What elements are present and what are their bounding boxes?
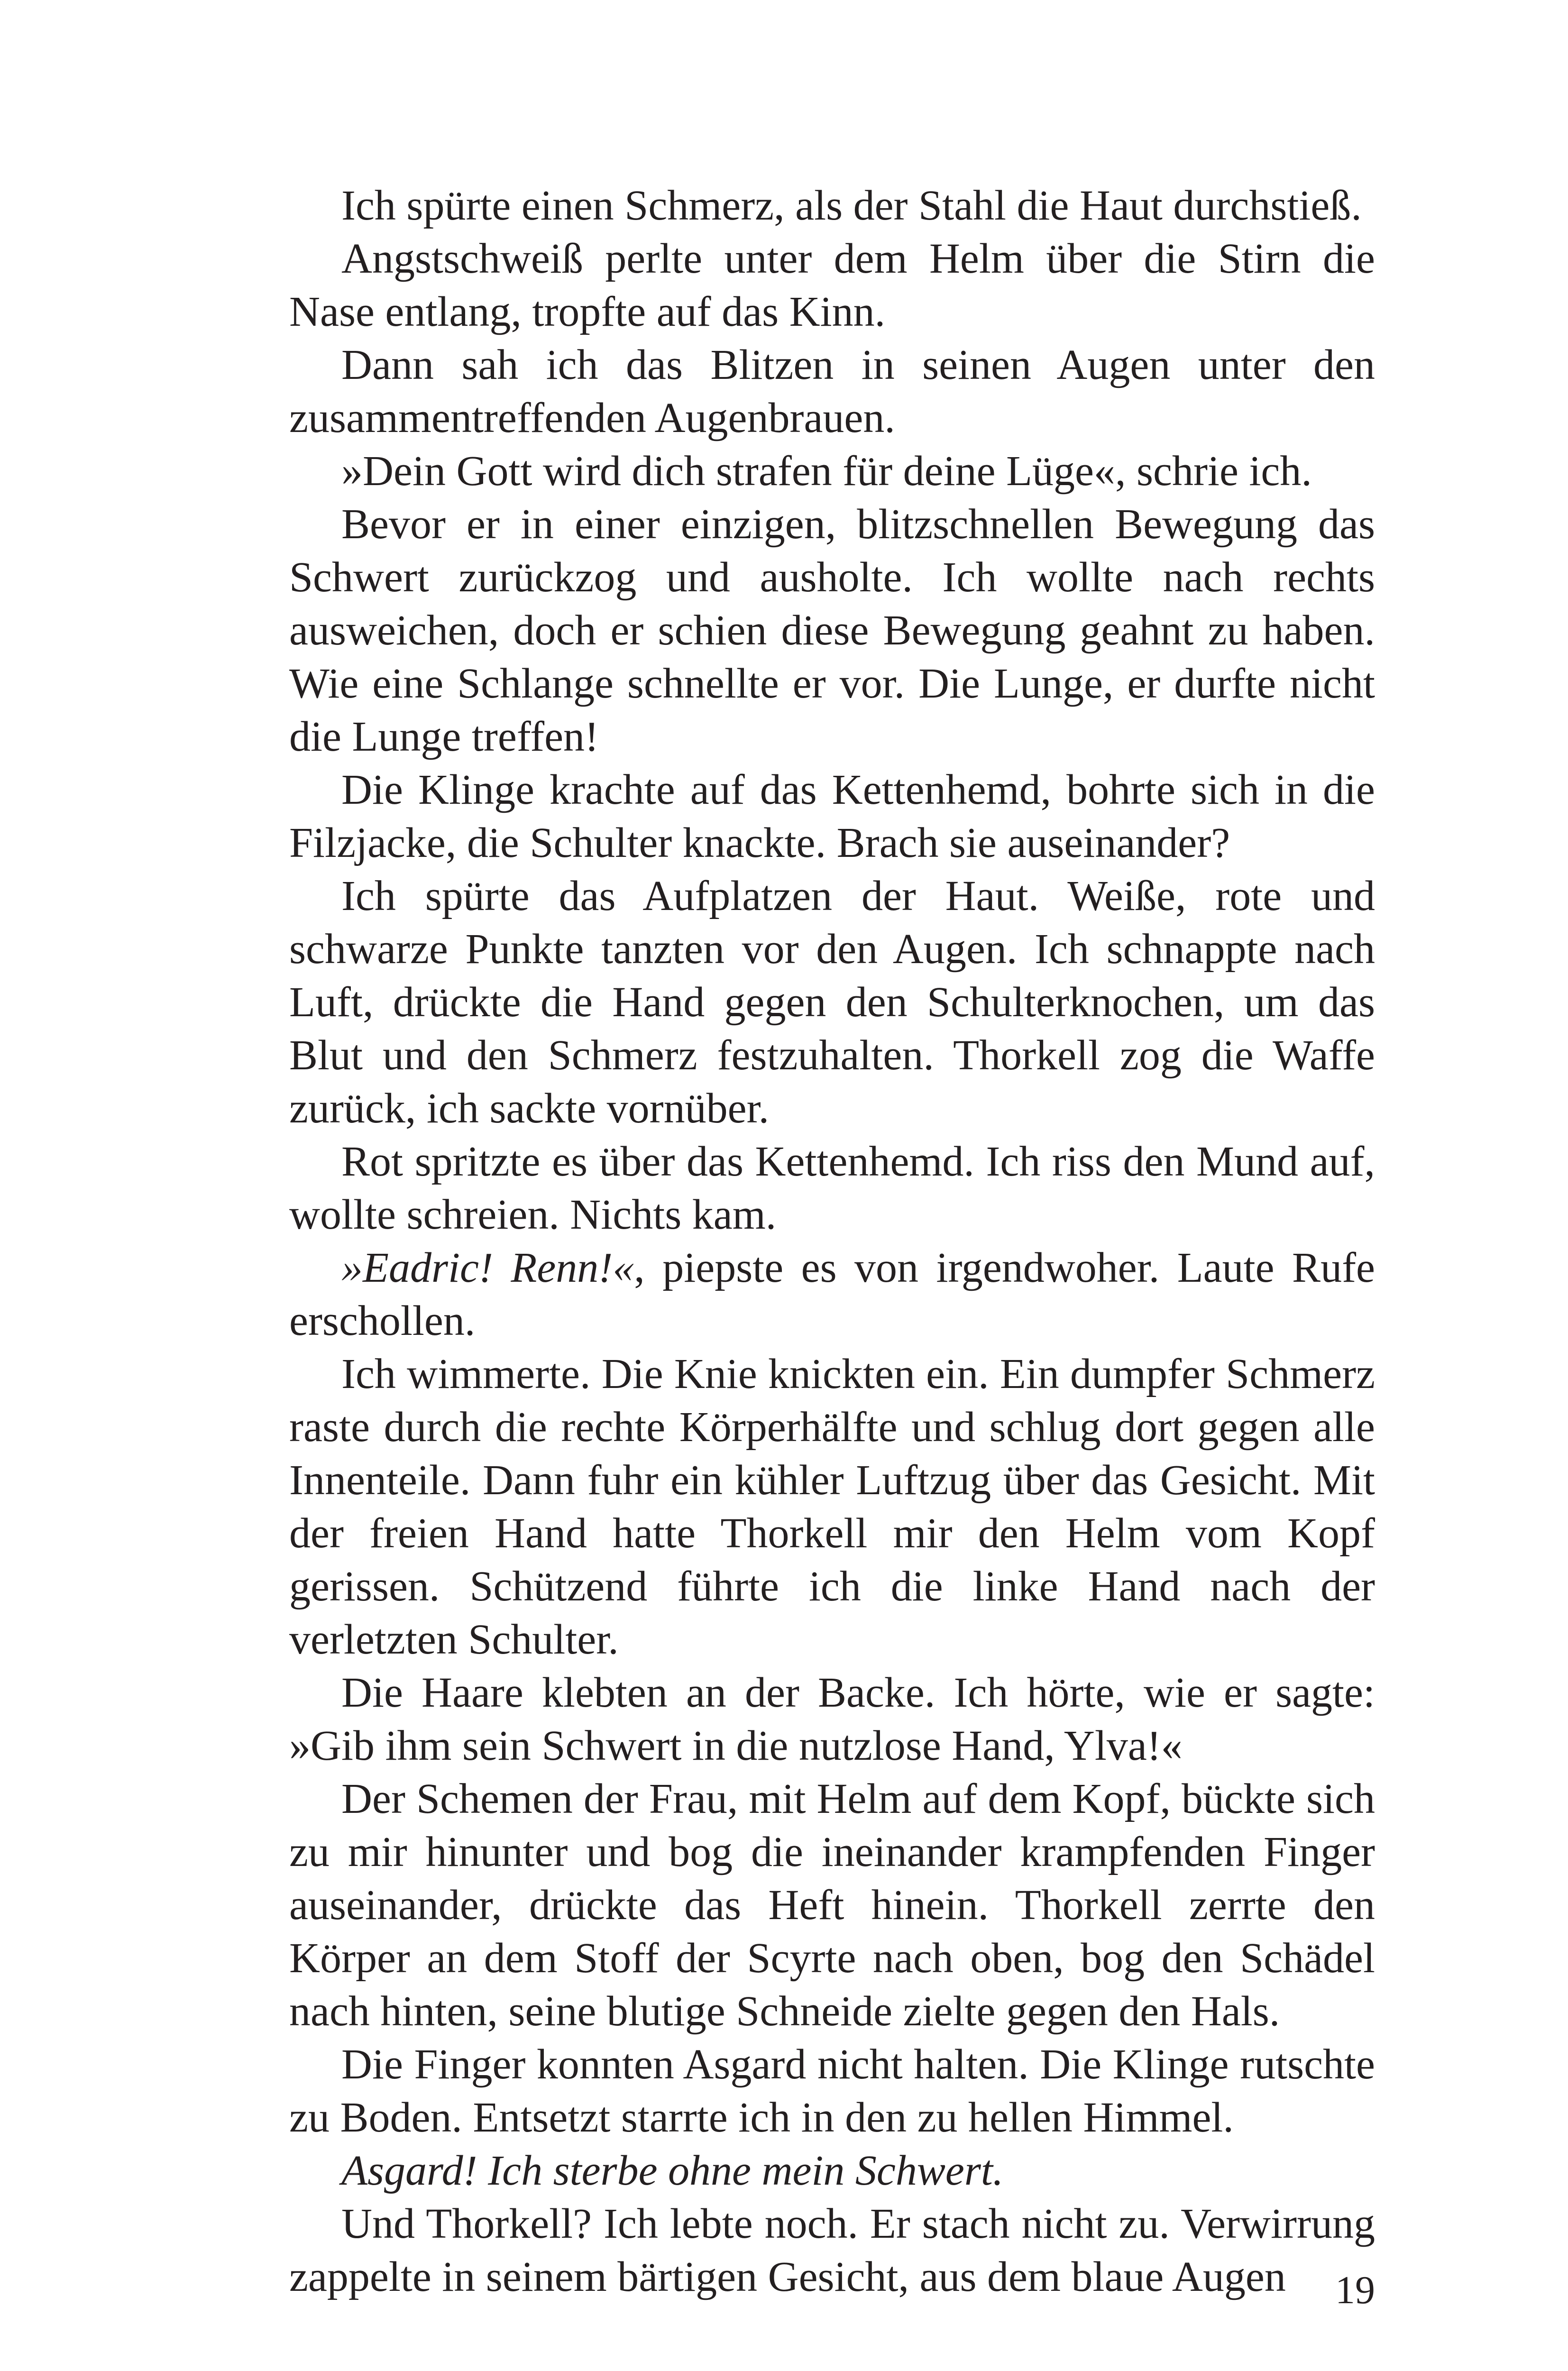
paragraph: Der Schemen der Frau, mit Helm auf dem Kopf, bückte sich zu mir hinunter und bog die ineinander krampfenden Finger auseinander, drückte das Heft hinein. Thorkell zerrte den Körper an dem Stoff der Scyrte nach oben, bog den Schädel nach hinten, seine blutige Schneide zielte gegen den Hals. — [289, 1775, 1375, 2035]
paragraph: »Dein Gott wird dich strafen für deine Lüge«, schrie ich. — [341, 448, 1312, 495]
paragraph: Die Finger konnten Asgard nicht halten. Die Klinge rutschte zu Boden. Entsetzt starrte ich in den zu hellen Himmel. — [289, 2041, 1375, 2141]
paragraph: Die Haare klebten an der Backe. Ich hörte, wie er sagte: »Gib ihm sein Schwert in die nutzlose Hand, Ylva!« — [289, 1669, 1375, 1769]
paragraph: Dann sah ich das Blitzen in seinen Augen unter den zusammentreffenden Augenbrauen. — [289, 341, 1375, 441]
page-number: 19 — [1335, 2268, 1375, 2312]
paragraph — [289, 1241, 1375, 1348]
paragraph: Die Klinge krachte auf das Kettenhemd, bohrte sich in die Filzjacke, die Schulter knackte. Brach sie auseinander? — [289, 766, 1375, 866]
paragraph: Und Thorkell? Ich lebte noch. Er stach nicht zu. Verwirrung zappelte in seinem bärtigen Gesicht, aus dem blaue Augen — [289, 2200, 1375, 2300]
paragraph: Ich spürte das Aufplatzen der Haut. Weiße, rote und schwarze Punkte tanzten vor den Augen. Ich schnappte nach Luft, drückte die Hand gegen den Schulterknochen, um das Blut und den Schmerz festzuhalten. Thorkell zog die Waffe zurück, ich sackte vornüber. — [289, 873, 1375, 1132]
paragraph-rest: , piepste es von irgendwoher. Laute Rufe erschollen. — [289, 1244, 1375, 1344]
italic-quote: »Eadric! Renn!« — [341, 1244, 634, 1291]
paragraph: Rot spritzte es über das Kettenhemd. Ich riss den Mund auf, wollte schreien. Nichts kam. — [289, 1138, 1375, 1238]
paragraph: Ich wimmerte. Die Knie knickten ein. Ein dumpfer Schmerz raste durch die rechte Körperhälfte und schlug dort gegen alle Innenteile. Dann fuhr ein kühler Luftzug über das Gesicht. Mit der freien Hand hatte Thorkell mir den Helm vom Kopf gerissen. Schützend führte ich die linke Hand nach der verletzten Schulter. — [289, 1351, 1375, 1663]
paragraph: Ich spürte einen Schmerz, als der Stahl die Haut durchstieß. — [341, 182, 1362, 229]
body-text — [289, 179, 1375, 2304]
italic-thought: Asgard! Ich sterbe ohne mein Schwert. — [341, 2147, 1004, 2194]
paragraph: Angstschweiß perlte unter dem Helm über die Stirn die Nase entlang, tropfte auf das Kinn. — [289, 235, 1375, 335]
paragraph: Bevor er in einer einzigen, blitzschnellen Bewegung das Schwert zurückzog und ausholte. Ich wollte nach rechts ausweichen, doch er schien diese Bewegung geahnt zu haben. Wie eine Schlange schnellte er vor. Die Lunge, er durfte nicht die Lunge treffen! — [289, 501, 1375, 760]
